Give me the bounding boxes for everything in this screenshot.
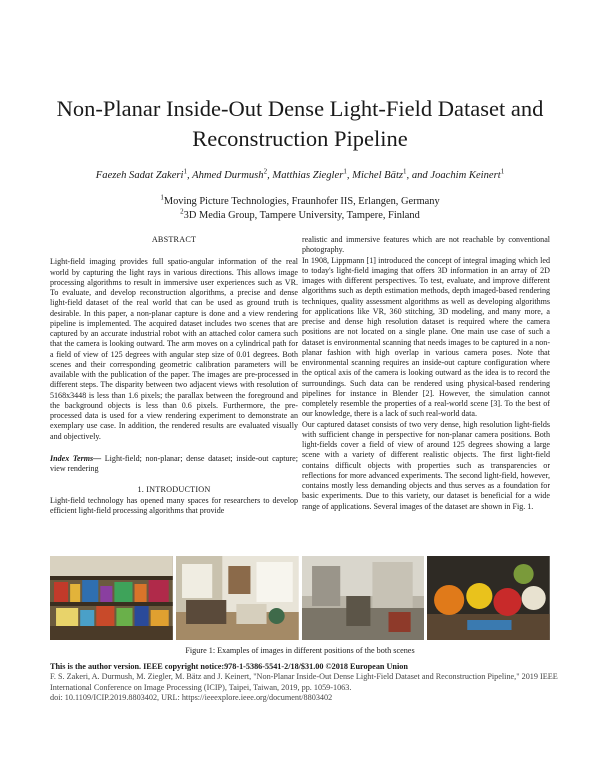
author-2: Ahmed Durmush$^2$, [192,167,273,181]
left-column [50,232,298,516]
abstract-text: Light-field imaging provides full spatio-angular information of the real world by capturing the light rays in various directions. This allows image processing algorithms to result in immersive user experiences such as VR. To evaluate, and develop reconstruction algorithms, a precise and dense light-field dataset of the real world that can be used as ground truth is desirable. In this paper, a non-planar capture is done and a view rendering pipeline is implemented. The acquired dataset includes two scenes that are captured by an accurate industrial robot with an attached color camera such that the camera is looking outward. The arm moves on a cylindrical path for a field of view of 125 degrees with angular step size of 0.01 degrees. Both scenes and their corresponding geometric calibration parameters will be available with the publication of the paper. The images are pre-processed in different steps. The disparity between two adjacent views with resolution of 5168x3448 is less than 1.6 pixels; the parallax between the foreground and the background objects is less than 0.6 pixels. Furthermore, the pre-processed data is used for a view rendering experiment to demonstrate an exemplary use case. In addition, the rendered results are evaluated visually and objectively. [50,257,298,441]
introduction-paragraph-1-cont: realistic and immersive features which are not reachable by conventional photography. [302,235,550,255]
affiliation-1: $^1$Moving Picture Technologies, Fraunhofer IIS, Erlangen, Germany [160,193,440,207]
copyright-notice: This is the author version. IEEE copyright notice:978-1-5386-5541-2/18/$31.00 ©2018 European Union [50,662,408,671]
introduction-paragraph-3: Our captured dataset consists of two very dense, high resolution light-fields with sufficient change in perspective for non-planar camera positions. Both light-fields cover a field of view of around 125 degrees showing a large scene with a variety of different realistic objects. The first light-field contains difficult objects with properties such as transparencies or reflections for more advanced experiments. The second light-field, however, contains mostly less demanding objects and thus serves as a foundation for basic experiments. Due to this variety, our dataset is beneficial for a wide range of applications. Several images of the dataset are shown in Fig. 1. [302,419,550,511]
introduction-heading: 1. INTRODUCTION [137,485,211,495]
affiliation-2: $^2$3D Media Group, Tampere University, Tampere, Finland [180,207,420,221]
author-5: Joachim Keinert$^1$ [430,167,505,181]
index-terms: Index Terms— Light-field; non-planar; dense dataset; inside-out capture; view rendering [50,453,298,473]
author-4: Michel Bätz$^1$, and [352,167,431,181]
copyright-footer [50,662,560,703]
figure-caption: Figure 1: Examples of images in different positions of the both scenes [185,646,415,655]
right-column [302,235,550,512]
figure-1-images [50,556,550,640]
author-list [20,167,580,181]
scene-photo-shelf [50,556,173,640]
introduction-paragraph-2: In 1908, Lippmann [1] introduced the concept of integral imaging which led to today's light-field imaging that offers 3D information in an array of 2D images with different perspectives. To test, evaluate, and improve different algorithms such as depth estimation methods, depth imaged-based rendering techniques, quality assessment algorithms as well as developing algorithms for applications like VR, 360 stitching, 3D modeling, and many more, a precise and dense high resolution dataset is required where the camera positions are not located on a single plane. One main use case of such a dataset is environmental scanning that needs images to be captured in a non-planar fashion with high overlap in various camera poses. Note that environmental scanning requires an inside-out capture configuration where the optical axis of the camera is looking outward as the idea is to record the surroundings. Such data can be rendered using physical-based rendering pipelines for instance in Blender [2]. However, the simulation cannot completely resemble the properties of a real-world scene [3]. To the best of our knowledge, there is a lack of such real-world data. [302,255,550,419]
doi-link[interactable]: doi: 10.1109/ICIP.2019.8803402, URL: https://ieeexplore.ieee.org/document/8803402 [50,692,333,702]
scene-photo-hallway [302,556,425,640]
abstract-heading: ABSTRACT [151,235,197,244]
author-1: Faezeh Sadat Zakeri$^1$, [95,167,193,181]
introduction-paragraph-1: Light-field technology has opened many spaces for researchers to develop efficient light-field processing algorithms that provide [50,495,298,515]
scene-photo-balls [427,556,550,640]
paper-title: Non-Planar Inside-Out Dense Light-Field Dataset and Reconstruction Pipeline [56,96,544,151]
scene-photo-room [176,556,299,640]
citation-text: F. S. Zakeri, A. Durmush, M. Ziegler, M. Bätz and J. Keinert, "Non-Planar Inside-Out Dense Light-Field Dataset and Reconstruction Pipeline," 2019 IEEE International Conference on Image Processing (ICIP), Taipei, Taiwan, 2019, pp. 1059-1063. [50,672,558,692]
author-3: Matthias Ziegler$^1$, [272,167,353,181]
